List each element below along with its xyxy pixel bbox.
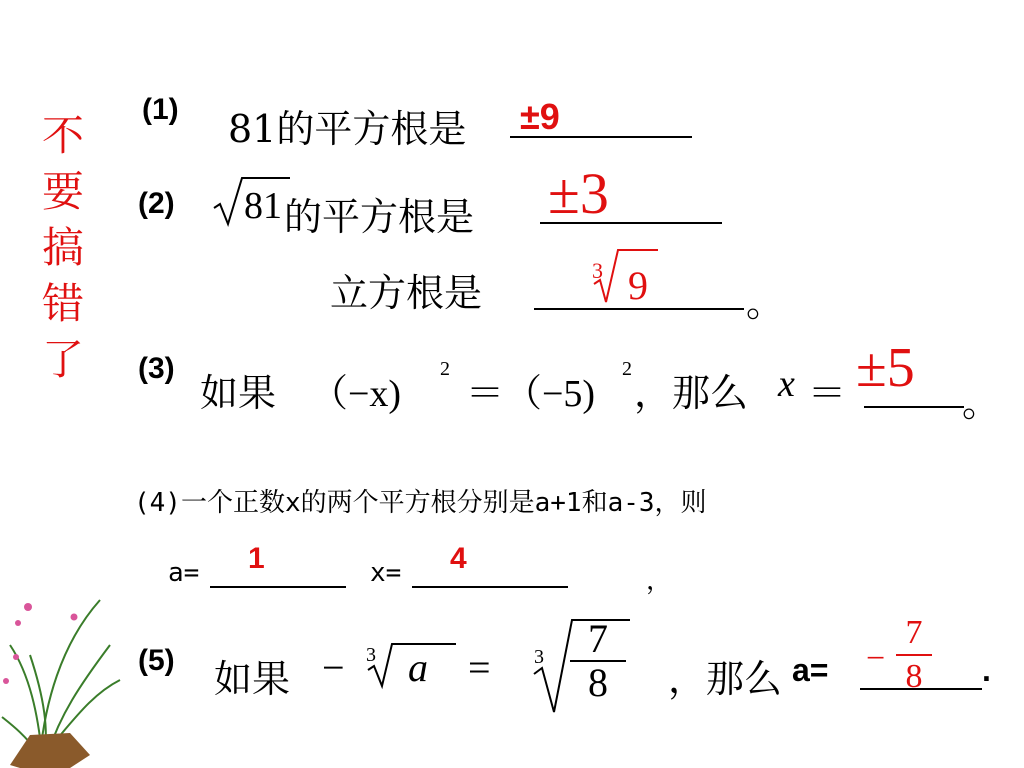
q3-eq2: ＝ bbox=[808, 373, 847, 415]
q5-neg: − bbox=[322, 645, 345, 690]
q4-x-label: x= bbox=[370, 558, 402, 588]
q5-index: 3 bbox=[366, 644, 376, 666]
q2-answer2-index: 3 bbox=[592, 258, 603, 283]
q5-mid: ，那么 bbox=[668, 657, 783, 701]
q3-lead: 如果 bbox=[200, 371, 277, 415]
q3-exp1: 2 bbox=[440, 358, 450, 380]
q3-label: (3) bbox=[138, 352, 175, 385]
q1-answer: ±9 bbox=[520, 96, 560, 137]
q3-mid: ，那么 bbox=[634, 371, 749, 415]
q3-blank bbox=[864, 406, 964, 408]
q2-text2: 立方根是 bbox=[330, 271, 483, 315]
side-note bbox=[38, 108, 88, 388]
q4-x-blank bbox=[412, 586, 568, 588]
q3-answer: ±5 bbox=[856, 337, 915, 399]
q4-a-answer: 1 bbox=[248, 542, 265, 575]
q3-eq: ＝（−5) bbox=[466, 373, 596, 415]
q5-end: . bbox=[982, 652, 991, 688]
q5-eq: = bbox=[468, 645, 491, 690]
q5-answer-sign: − bbox=[866, 640, 886, 677]
q3-var: x bbox=[778, 363, 795, 405]
side-note-char: 错 bbox=[41, 279, 84, 328]
side-note-char: 了 bbox=[41, 335, 84, 384]
q2-answer2-radicand: 9 bbox=[628, 263, 648, 308]
side-note-char: 要 bbox=[41, 167, 84, 216]
q4-a-blank bbox=[210, 586, 346, 588]
q4-x-answer: 4 bbox=[450, 542, 467, 575]
q2-radicand: 81 bbox=[244, 185, 282, 227]
side-note-char: 不 bbox=[41, 111, 84, 160]
q5-answer-fraction bbox=[896, 612, 932, 698]
q5-index2: 3 bbox=[534, 646, 544, 668]
q1-label: (1) bbox=[142, 93, 179, 126]
side-note-char: 搞 bbox=[41, 223, 84, 272]
q3-end: 。 bbox=[962, 381, 1001, 425]
q1-text: 81的平方根是 bbox=[228, 107, 467, 151]
q5-den: 8 bbox=[588, 660, 608, 705]
q2-text: 的平方根是 bbox=[284, 195, 475, 239]
orchid-illustration bbox=[0, 585, 135, 768]
q2-end: 。 bbox=[746, 281, 785, 325]
q5-fraction bbox=[570, 618, 626, 704]
q5-answer-den: 8 bbox=[905, 658, 923, 695]
q3-expr-left: （−x) bbox=[310, 373, 402, 415]
q5-num: 7 bbox=[588, 616, 608, 661]
q3-exp2: 2 bbox=[622, 358, 632, 380]
q5-radicand: a bbox=[408, 645, 428, 690]
q2-label: (2) bbox=[138, 187, 175, 220]
q2-answer: ±3 bbox=[548, 161, 609, 226]
q5-a-label: a= bbox=[792, 652, 829, 688]
q5-answer-num: 7 bbox=[905, 614, 923, 651]
q4-a-label: a= bbox=[168, 558, 200, 588]
q4-end: ， bbox=[646, 566, 673, 596]
cube-root-symbol bbox=[592, 246, 662, 308]
q5-label: (5) bbox=[138, 644, 175, 677]
q5-lead: 如果 bbox=[214, 657, 291, 701]
q4-text: (4)一个正数x的两个平方根分别是a+1和a-3，则 bbox=[134, 488, 707, 518]
